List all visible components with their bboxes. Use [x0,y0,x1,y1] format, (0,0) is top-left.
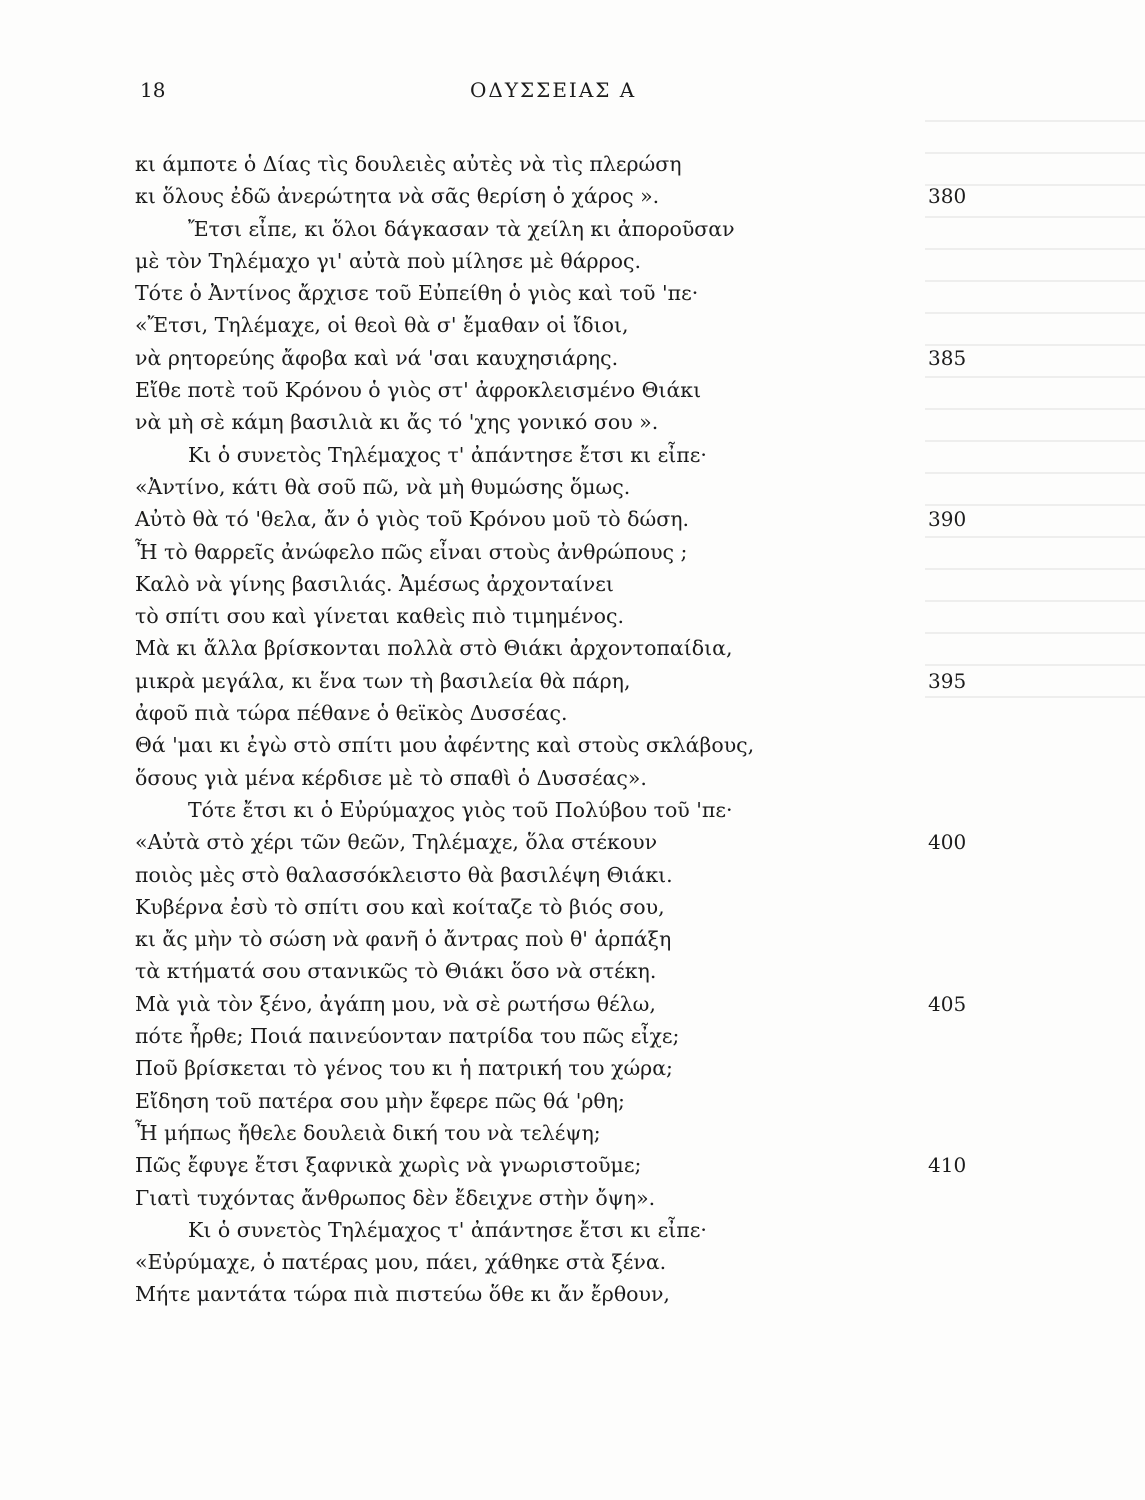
verse-text: ἀφοῦ πιὰ τώρα πέθανε ὁ θεϊκὸς Δυσσέας. [135,701,568,726]
verse-line [0,309,1145,341]
verse-line [0,439,1145,471]
verse-line [0,1278,1145,1310]
verse-line [0,632,1145,664]
verse-line [0,374,1145,406]
verse-line [0,891,1145,923]
verse-text: Αὐτὸ θὰ τό 'θελα, ἄν ὁ γιὸς τοῦ Κρόνου μοῦ τὸ δώση. [135,507,689,532]
verse-text: «Αὐτὰ στὸ χέρι τῶν θεῶν, Τηλέμαχε, ὅλα στέκουν [135,830,658,855]
verse-text: πότε ἦρθε; Ποιά παινεύονταν πατρίδα του πῶς εἶχε; [135,1024,680,1049]
verse-line [0,1149,1145,1181]
verse-text: Κι ὁ συνετὸς Τηλέμαχος τ' ἀπάντησε ἔτσι κι εἶπε· [188,1217,707,1242]
verse-line [0,406,1145,438]
verse-line [0,665,1145,697]
verse-text: Ποῦ βρίσκεται τὸ γένος του κι ἡ πατρική του χώρα; [135,1056,673,1081]
verse-line [0,923,1145,955]
verse-line [0,988,1145,1020]
verse-line [0,1214,1145,1246]
verse-text: «Ἔτσι, Τηλέμαχε, οἱ θεοὶ θὰ σ' ἔμαθαν οἱ ἴδιοι, [135,313,629,338]
verse-line [0,600,1145,632]
verse-line [0,1182,1145,1214]
verse-line [0,148,1145,180]
verse-text: Θά 'μαι κι ἐγὼ στὸ σπίτι μου ἀφέντης καὶ στοὺς σκλάβους, [135,733,755,758]
verse-text: Εἴθε ποτὲ τοῦ Κρόνου ὁ γιὸς στ' ἀφροκλεισμένο Θιάκι [135,378,702,403]
verse-text: Κι ὁ συνετὸς Τηλέμαχος τ' ἀπάντησε ἔτσι κι εἶπε· [188,442,707,467]
verse-line [0,213,1145,245]
line-number: 395 [928,668,967,693]
verse-text: Ἦ μήπως ἤθελε δουλειὰ δική του νὰ τελέψη; [135,1120,601,1145]
verse-text: Κυβέρνα ἐσὺ τὸ σπίτι σου καὶ κοίταζε τὸ βιός σου, [135,894,665,919]
verse-line [0,955,1145,987]
verse-text: «Εὐρύμαχε, ὁ πατέρας μου, πάει, χάθηκε στὰ ξένα. [135,1250,667,1275]
verse-text: νὰ ρητορεύης ἄφοβα καὶ νά 'σαι καυχησιάρης. [135,345,619,370]
verse-line [0,536,1145,568]
verse-text: Πῶς ἔφυγε ἔτσι ξαφνικὰ χωρὶς νὰ γνωριστοῦμε; [135,1153,642,1178]
verse-line [0,697,1145,729]
verse-line [0,859,1145,891]
line-number: 385 [928,345,967,370]
verse-text: Γιατὶ τυχόντας ἄνθρωπος δὲν ἔδειχνε στὴν ὄψη». [135,1185,656,1210]
verse-text: μικρὰ μεγάλα, κι ἕνα των τὴ βασιλεία θὰ πάρη, [135,668,631,693]
line-number: 400 [928,830,967,855]
verse-text: τὸ σπίτι σου καὶ γίνεται καθεὶς πιὸ τιμημένος. [135,604,624,629]
verse-line [0,826,1145,858]
verse-line [0,762,1145,794]
verse-line [0,1085,1145,1117]
verse-text: Τότε ὁ Ἀντίνος ἄρχισε τοῦ Εὐπείθη ὁ γιὸς καὶ τοῦ 'πε· [135,281,699,306]
verse-line [0,1052,1145,1084]
page-number: 18 [140,78,166,102]
verse-text: Ἔτσι εἶπε, κι ὅλοι δάγκασαν τὰ χείλη κι ἀποροῦσαν [188,216,735,241]
verse-text: Μήτε μαντάτα τώρα πιὰ πιστεύω ὅθε κι ἄν ἔρθουν, [135,1282,670,1307]
verse-line [0,794,1145,826]
verse-text: μὲ τὸν Τηλέμαχο γι' αὐτὰ ποὺ μίλησε μὲ θάρρος. [135,248,641,273]
line-number: 405 [928,991,967,1016]
line-number: 410 [928,1153,967,1178]
verse-line [0,471,1145,503]
verse-line [0,180,1145,212]
verse-line [0,245,1145,277]
verse-line [0,729,1145,761]
verse-text: νὰ μὴ σὲ κάμη βασιλιὰ κι ἄς τό 'χης γονικό σου ». [135,410,659,435]
verse-line [0,1020,1145,1052]
verse-text: κι ὅλους ἐδῶ ἀνερώτητα νὰ σᾶς θερίση ὁ χάρος ». [135,184,660,209]
verse-text: Μὰ γιὰ τὸν ξένο, ἀγάπη μου, νὰ σὲ ρωτήσω θέλω, [135,991,656,1016]
line-number: 380 [928,184,967,209]
verse-line [0,277,1145,309]
verse-text: «Ἀντίνο, κάτι θὰ σοῦ πῶ, νὰ μὴ θυμώσης ὅμως. [135,474,631,499]
verse-text: Εἴδηση τοῦ πατέρα σου μὴν ἔφερε πῶς θά 'ρθη; [135,1088,625,1113]
verse-block [0,148,1145,1311]
verse-line [0,1117,1145,1149]
running-title: ΟΔΥΣΣΕΙΑΣ Α [470,78,637,102]
verse-text: Μὰ κι ἄλλα βρίσκονται πολλὰ στὸ Θιάκι ἀρχοντοπαίδια, [135,636,733,661]
verse-line [0,503,1145,535]
verse-line [0,568,1145,600]
page-header [140,78,660,108]
verse-line [0,1246,1145,1278]
line-number: 390 [928,507,967,532]
verse-text: κι άμποτε ὁ Δίας τὶς δουλειὲς αὐτὲς νὰ τὶς πλερώση [135,152,682,176]
verse-text: κι ἄς μὴν τὸ σώση νὰ φανῆ ὁ ἄντρας ποὺ θ' ἁρπάξη [135,927,672,952]
verse-text: ὅσους γιὰ μένα κέρδισε μὲ τὸ σπαθὶ ὁ Δυσσέας». [135,765,647,790]
verse-line [0,342,1145,374]
verse-text: Καλὸ νὰ γίνης βασιλιάς. Ἀμέσως ἀρχονταίνει [135,571,614,596]
verse-text: Τότε ἔτσι κι ὁ Εὐρύμαχος γιὸς τοῦ Πολύβου τοῦ 'πε· [188,797,733,822]
verse-text: ποιὸς μὲς στὸ θαλασσόκλειστο θὰ βασιλέψη Θιάκι. [135,862,673,887]
verse-text: τὰ κτήματά σου στανικῶς τὸ Θιάκι ὅσο νὰ στέκη. [135,959,657,984]
verse-text: Ἦ τὸ θαρρεῖς ἀνώφελο πῶς εἶναι στοὺς ἀνθρώπους ; [135,539,688,564]
